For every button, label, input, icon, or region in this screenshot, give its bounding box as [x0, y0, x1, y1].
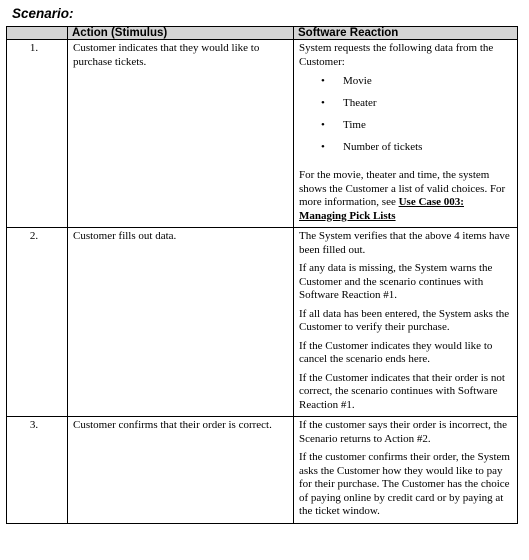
data-item-list: [299, 75, 512, 163]
use-case-reference-link[interactable]: Use Case 003: Managing Pick Lists: [299, 196, 464, 222]
action-cell: Customer indicates that they would like to purchase tickets.: [68, 40, 294, 228]
list-item: • Time: [299, 119, 512, 141]
reaction-text: The System verifies that the above 4 items have been filled out.: [299, 230, 510, 256]
reaction-cell: [294, 40, 518, 228]
list-item: • Number of tickets: [299, 141, 512, 163]
reaction-text: If the Customer indicates that their order is not correct, the scenario continues with Software Reaction #1.: [299, 371, 505, 411]
reaction-text: If the customer says their order is incorrect, the Scenario returns to Action #2.: [299, 419, 508, 445]
table-row: [7, 228, 518, 417]
step-number: 3.: [7, 417, 68, 524]
table-row: [7, 417, 518, 524]
action-cell: Customer fills out data.: [68, 228, 294, 417]
scenario-heading: Scenario:: [12, 6, 74, 21]
table-header-row: [7, 27, 518, 40]
reaction-text: If the customer confirms their order, the System asks the Customer how they would like to pay for their purchase. The Customer has the choice of paying online by credit card or by paying at the ticket window.: [299, 451, 510, 517]
reaction-text: If all data has been entered, the System asks the Customer to verify their purchase.: [299, 307, 510, 333]
list-item: • Movie: [299, 75, 512, 97]
reaction-cell: [294, 228, 518, 417]
action-cell: Customer confirms that their order is correct.: [68, 417, 294, 524]
column-header-action: Action (Stimulus): [68, 27, 294, 40]
reaction-text: If the Customer indicates they would like to cancel the scenario ends here.: [299, 339, 493, 365]
table-row: [7, 40, 518, 228]
column-header-number: [7, 27, 68, 40]
reaction-text: If any data is missing, the System warns the Customer and the scenario continues with Software Reaction #1.: [299, 262, 493, 301]
list-item: • Theater: [299, 97, 512, 119]
reaction-cell: [294, 417, 518, 524]
column-header-reaction: Software Reaction: [294, 27, 518, 40]
step-number: 1.: [7, 40, 68, 228]
reaction-text: System requests the following data from the Customer:: [299, 42, 494, 68]
scenario-table: [6, 26, 518, 524]
step-number: 2.: [7, 228, 68, 417]
reaction-text: For the movie, theater and time, the system shows the Customer a list of valid choices. For more information, see Use Case 003: Managing Pick Lists: [299, 169, 506, 222]
